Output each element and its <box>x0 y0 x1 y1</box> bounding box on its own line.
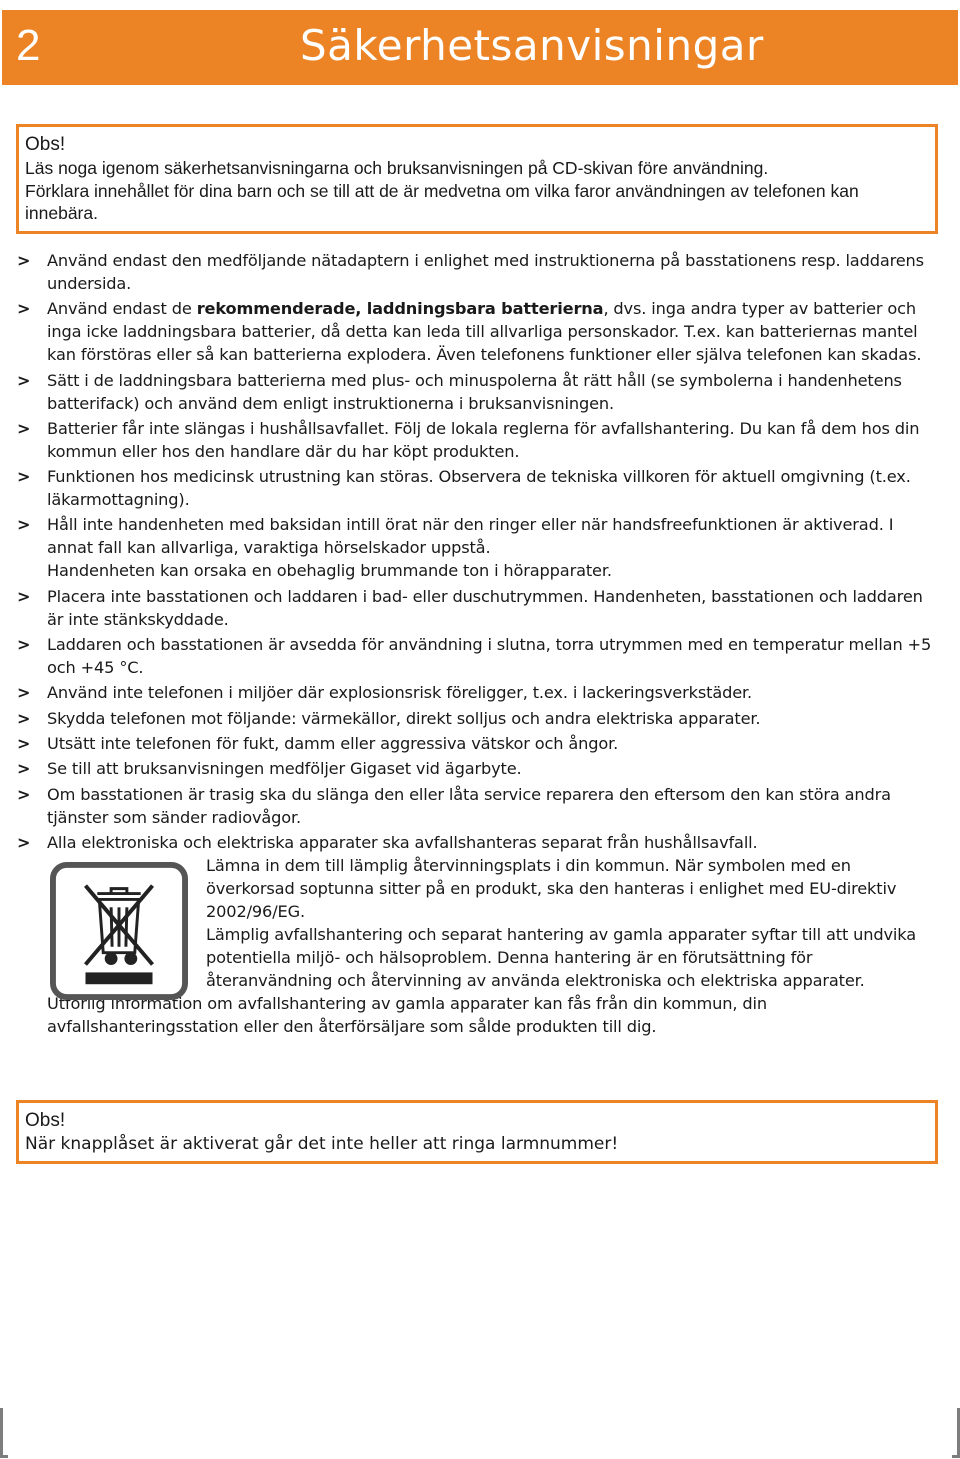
notice-title: Obs! <box>25 134 66 155</box>
list-item <box>17 732 942 755</box>
bullet-arrow-icon: > <box>17 683 31 703</box>
bullet-arrow-icon: > <box>17 418 31 438</box>
list-item <box>17 297 942 366</box>
weee-footnote-text: Utförlig information om avfallshantering av gamla apparater kan fås från din kommun, din avfallshanteringsstation eller den återförsäljare som sålde produkten till dig. <box>47 993 767 1036</box>
list-item <box>17 707 942 730</box>
bullet-arrow-icon: > <box>17 832 31 852</box>
weee-paragraph: Lämplig avfallshantering och separat hantering av gamla apparater syftar till att undvika potentiella miljö- och hälsoproblem. Denna hantering är en förutsättning för återanvändning och återvinning av använda elektroniska och elektriska apparater. <box>206 924 916 990</box>
weee-text <box>206 854 942 992</box>
item-text: Skydda telefonen mot följande: värmekällor, direkt solljus och andra elektriska apparater. <box>47 708 761 728</box>
item-extra-text: Handenheten kan orsaka en obehaglig brummande ton i hörapparater. <box>47 561 612 581</box>
bullet-arrow-icon: > <box>17 759 31 779</box>
chapter-title: Säkerhetsanvisningar <box>300 21 764 70</box>
bullet-arrow-icon: > <box>17 708 31 728</box>
bullet-arrow-icon: > <box>17 515 31 535</box>
weee-section <box>17 854 942 992</box>
bullet-arrow-icon: > <box>17 733 31 753</box>
list-item <box>17 757 942 780</box>
list-item <box>17 465 942 511</box>
item-text: Håll inte handenheten med baksidan intill örat när den ringer eller när handsfreefunktionen är aktiverad. I annat fall kan allvarliga, varaktiga hörselskador uppstå. <box>47 515 894 558</box>
notice-box-bottom <box>16 1100 938 1164</box>
item-text: Se till att bruksanvisningen medföljer Gigaset vid ägarbyte. <box>47 759 522 779</box>
notice-title: Obs! <box>25 1110 66 1131</box>
item-prefix: Använd endast de <box>47 299 197 319</box>
notice-box-top <box>16 124 938 234</box>
notice-line: Förklara innehållet för dina barn och se till att de är medvetna om vilka faror användningen av telefonen kan innebära. <box>25 180 859 223</box>
crossed-out-wheelie-bin-icon <box>50 862 188 1000</box>
item-text: Laddaren och basstationen är avsedda för användning i slutna, torra utrymmen med en temperatur mellan +5 och +45 °C. <box>47 635 932 678</box>
list-item <box>17 633 942 679</box>
list-item <box>17 249 942 295</box>
list-item <box>17 783 942 829</box>
bullet-arrow-icon: > <box>17 370 31 390</box>
weee-paragraph: Lämna in dem till lämplig återvinningsplats i din kommun. När symbolen med en överkorsad soptunna sitter på en produkt, ska den hanteras i enlighet med EU-direktiv 2002/96/EG. <box>206 855 897 921</box>
notice-text: När knapplåset är aktiverat går det inte heller att ringa larmnummer! <box>25 1134 619 1154</box>
bullet-arrow-icon: > <box>17 586 31 606</box>
bullet-arrow-icon: > <box>17 299 31 319</box>
bullet-arrow-icon: > <box>17 467 31 487</box>
list-item <box>17 417 942 463</box>
bullet-arrow-icon: > <box>17 251 31 270</box>
chapter-number: 2 <box>16 21 41 70</box>
page-corner-left <box>0 1408 8 1458</box>
item-text: Utsätt inte telefonen för fukt, damm eller aggressiva vätskor och ångor. <box>47 733 619 753</box>
list-item <box>17 513 942 582</box>
item-text: Använd endast den medföljande nätadaptern i enlighet med instruktionerna på basstationens resp. laddarens undersida. <box>47 251 924 293</box>
bullet-arrow-icon: > <box>17 635 31 655</box>
item-text: Sätt i de laddningsbara batterierna med plus- och minuspolerna åt rätt håll (se symbolerna i handenhetens batterifack) och använd dem enligt instruktionerna i bruksanvisningen. <box>47 370 902 413</box>
item-text <box>47 297 942 366</box>
item-text: Alla elektroniska och elektriska apparater ska avfallshanteras separat från hushållsavfall. <box>47 832 758 852</box>
notice-line: Läs noga igenom säkerhetsanvisningarna och bruksanvisningen på CD-skivan före användning. <box>25 158 769 178</box>
list-item <box>17 585 942 631</box>
list-item <box>17 831 942 854</box>
item-text: Placera inte basstationen och laddaren i bad- eller duschutrymmen. Handenheten, basstationen och laddaren är inte stänkskyddade. <box>47 586 923 629</box>
safety-instructions-list <box>17 249 942 1038</box>
item-text: Batterier får inte slängas i hushållsavfallet. Följ de lokala reglerna för avfallshantering. Du kan få dem hos din kommun eller hos den handlare där du har köpt produkten. <box>47 418 920 461</box>
item-text: Använd inte telefonen i miljöer där explosionsrisk föreligger, t.ex. i lackeringsverkstäder. <box>47 683 753 703</box>
item-rest: , dvs. inga andra typer av batterier och inga icke laddningsbara batterier, då detta kan leda till allvarliga personskador. T.ex. kan batteriernas mantel kan förstöras eller så kan batterierna explodera. Även telefonens funktioner eller själva telefonen kan skadas. <box>47 299 922 365</box>
item-bold: rekommenderade, laddningsbara batterierna <box>196 299 604 319</box>
list-item <box>17 681 942 704</box>
chapter-header <box>2 10 958 85</box>
item-text: Funktionen hos medicinsk utrustning kan störas. Observera de tekniska villkoren för aktuell omgivning (t.ex. läkarmottagning). <box>47 467 911 510</box>
list-item <box>17 369 942 415</box>
item-text: Om basstationen är trasig ska du slänga den eller låta service reparera den eftersom den kan störa andra tjänster som sänder radiovågor. <box>47 784 891 827</box>
bullet-arrow-icon: > <box>17 784 31 804</box>
page-corner-right <box>952 1408 960 1458</box>
